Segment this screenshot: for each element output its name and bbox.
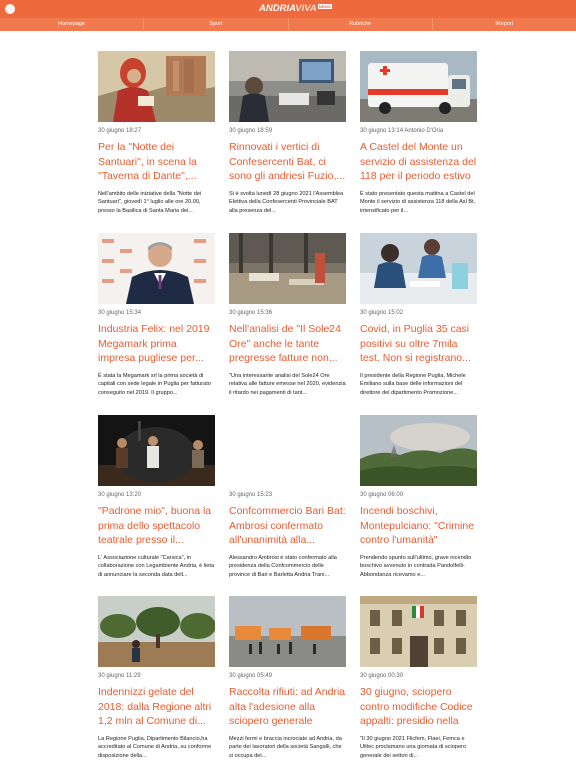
article-excerpt: È stata la Megamark srl la prima società di capitali con sede legale in Puglia per fatturato conseguito nel 2019. Il gruppo...	[98, 373, 211, 396]
article-excerpt: Nell'ambito delle iniziative della "Notte dei Santuari", giovedì 1° luglio alle ore 20.00, presso la Basilica di Santa Maria dei...	[98, 191, 202, 214]
article-thumbnail-orchard[interactable]	[98, 596, 215, 667]
article-thumbnail-theatre-stage[interactable]	[98, 415, 215, 486]
article-card[interactable]	[360, 415, 477, 579]
site-logo[interactable]: ANDRIAVIVA NEWS	[259, 3, 331, 14]
article-thumbnail-covid-testing[interactable]	[360, 233, 477, 304]
article-card[interactable]	[98, 233, 215, 397]
article-card[interactable]	[98, 51, 215, 215]
article-thumbnail-executive-portrait[interactable]	[98, 233, 215, 304]
article-excerpt: Si è svolta lunedì 28 giugno 2021 l'Assemblea Elettiva della Confesercenti Provinciale BAT alla presenza del...	[229, 191, 344, 214]
article-thumbnail-empty[interactable]	[229, 415, 346, 486]
article-date: 30 giugno 18:59	[229, 128, 273, 134]
nav-item-sport[interactable]: Sport	[144, 18, 288, 31]
article-title[interactable]: 30 giugno, sciopero contro modifiche Codice appalti: presidio nella	[360, 686, 473, 727]
article-card[interactable]	[98, 415, 215, 579]
article-date: 30 giugno 11:29	[98, 673, 141, 679]
article-thumbnail-office-meeting[interactable]	[229, 51, 346, 122]
article-date: 30 giugno 15:36	[229, 310, 273, 316]
main-nav	[0, 18, 576, 31]
article-card[interactable]	[229, 596, 346, 760]
article-date: 30 giugno 13:20	[98, 492, 142, 498]
article-excerpt: Mezzi fermi e braccia incrociate ad Andria, da parte dei lavoratori della società Sangalli, che si occupa del...	[229, 736, 342, 759]
article-card[interactable]	[360, 596, 477, 760]
article-card[interactable]	[229, 51, 346, 215]
article-title[interactable]: Raccolta rifiuti: ad Andria alta l'adesione alla sciopero generale	[229, 686, 346, 727]
article-title[interactable]: Indennizzi gelate del 2018: dalla Regione altri 1,2 mln al Comune di...	[98, 686, 212, 727]
article-thumbnail-palace-facade[interactable]	[360, 596, 477, 667]
article-title[interactable]: Rinnovati i vertici di Confesercenti Bat, ci sono gli andriesi Fuzio,...	[229, 141, 346, 182]
top-bar	[0, 0, 576, 18]
article-card[interactable]	[229, 415, 346, 579]
article-title[interactable]: Industria Felix: nel 2019 Megamark prima impresa pugliese per...	[98, 323, 210, 364]
article-date: 30 giugno 15:02	[360, 310, 404, 316]
article-excerpt: "Una interessante analisi del Sole24 Ore relativa alle fatture emesse nel 2020, evidenzia il ritardo nei pagamenti di tant...	[229, 373, 346, 396]
article-excerpt: È stato presentato questa mattina a Castel del Monte il servizio di assistenza 118 della Asl Bt, intensificato per il...	[360, 191, 476, 214]
article-date: 30 giugno 05:49	[229, 673, 273, 679]
nav-item-homepage[interactable]: Homepage	[0, 18, 144, 31]
article-date: 30 giugno 13:14 Antonio D'Oria	[360, 128, 444, 134]
article-card[interactable]	[98, 596, 215, 760]
article-date: 30 giugno 00:30	[360, 673, 404, 679]
article-title[interactable]: Per la "Notte dei Santuari", in scena la "Taverna di Dante",...	[98, 141, 197, 182]
article-card[interactable]	[360, 233, 477, 397]
article-thumbnail-ambulance[interactable]	[360, 51, 477, 122]
article-title[interactable]: Confcommercio Bari Bat: Ambrosi confermato all'unanimità alla...	[229, 505, 346, 546]
article-card[interactable]	[360, 51, 477, 215]
article-excerpt: "Il 30 giugno 2021 Flicfem, Flaei, Femca e Uiltec proclamano una giornata di sciopero generale dei settori di...	[360, 736, 467, 759]
article-thumbnail-construction-site[interactable]	[229, 233, 346, 304]
nav-item-rubriche[interactable]: Rubriche	[289, 18, 433, 31]
article-thumbnail-dante-painting[interactable]	[98, 51, 215, 122]
article-card[interactable]	[229, 233, 346, 397]
article-excerpt: L' Associazione culturale "Carsica", in collaborazione con Legambiente Andria, è lieta di annunciare la seconda data dell...	[98, 555, 214, 578]
article-title[interactable]: Covid, in Puglia 35 casi positivi su oltre 7mila test. Non si registrano...	[360, 323, 471, 364]
article-excerpt: Prendendo spunto sull'ultimo, grave incendio boschivo avvenuto in contrada Pandolfelli-Abbondanza ricevamo e...	[360, 555, 472, 578]
article-title[interactable]: "Padrone mio", buona la prima dello spettacolo teatrale presso il...	[98, 505, 212, 546]
article-date: 30 giugno 15:23	[229, 492, 273, 498]
circle-menu-icon[interactable]	[5, 4, 15, 14]
article-date: 30 giugno 18:27	[98, 128, 142, 134]
article-thumbnail-strike-trucks[interactable]	[229, 596, 346, 667]
article-date: 30 giugno 15:34	[98, 310, 142, 316]
article-excerpt: La Regione Puglia, Dipartimento Bilancio,ha accreditato al Comune di Andria, su conforme disposizione della...	[98, 736, 212, 759]
article-title[interactable]: Nell'analisi de "Il Sole24 Ore" anche le tante pregresse fatture non...	[229, 323, 341, 364]
article-title[interactable]: Incendi boschivi, Montepulciano: "Crimine contro l'umanità"	[360, 505, 475, 546]
article-title[interactable]: A Castel del Monte un servizio di assistenza del 118 per il periodo estivo	[360, 141, 477, 182]
article-thumbnail-forest-fire[interactable]	[360, 415, 477, 486]
article-excerpt: Il presidente della Regione Puglia, Michele Emiliano sulla base delle informazioni del direttore del dipartimento Promozione...	[360, 373, 466, 396]
article-excerpt: Alessandro Ambrosi è stato confermato alla presidenza della Confcommercio delle province di Bari e Barletta Andria Trani...	[229, 555, 337, 578]
article-date: 30 giugno 06:00	[360, 492, 404, 498]
nav-item-ireport[interactable]: iReport	[495, 21, 514, 27]
